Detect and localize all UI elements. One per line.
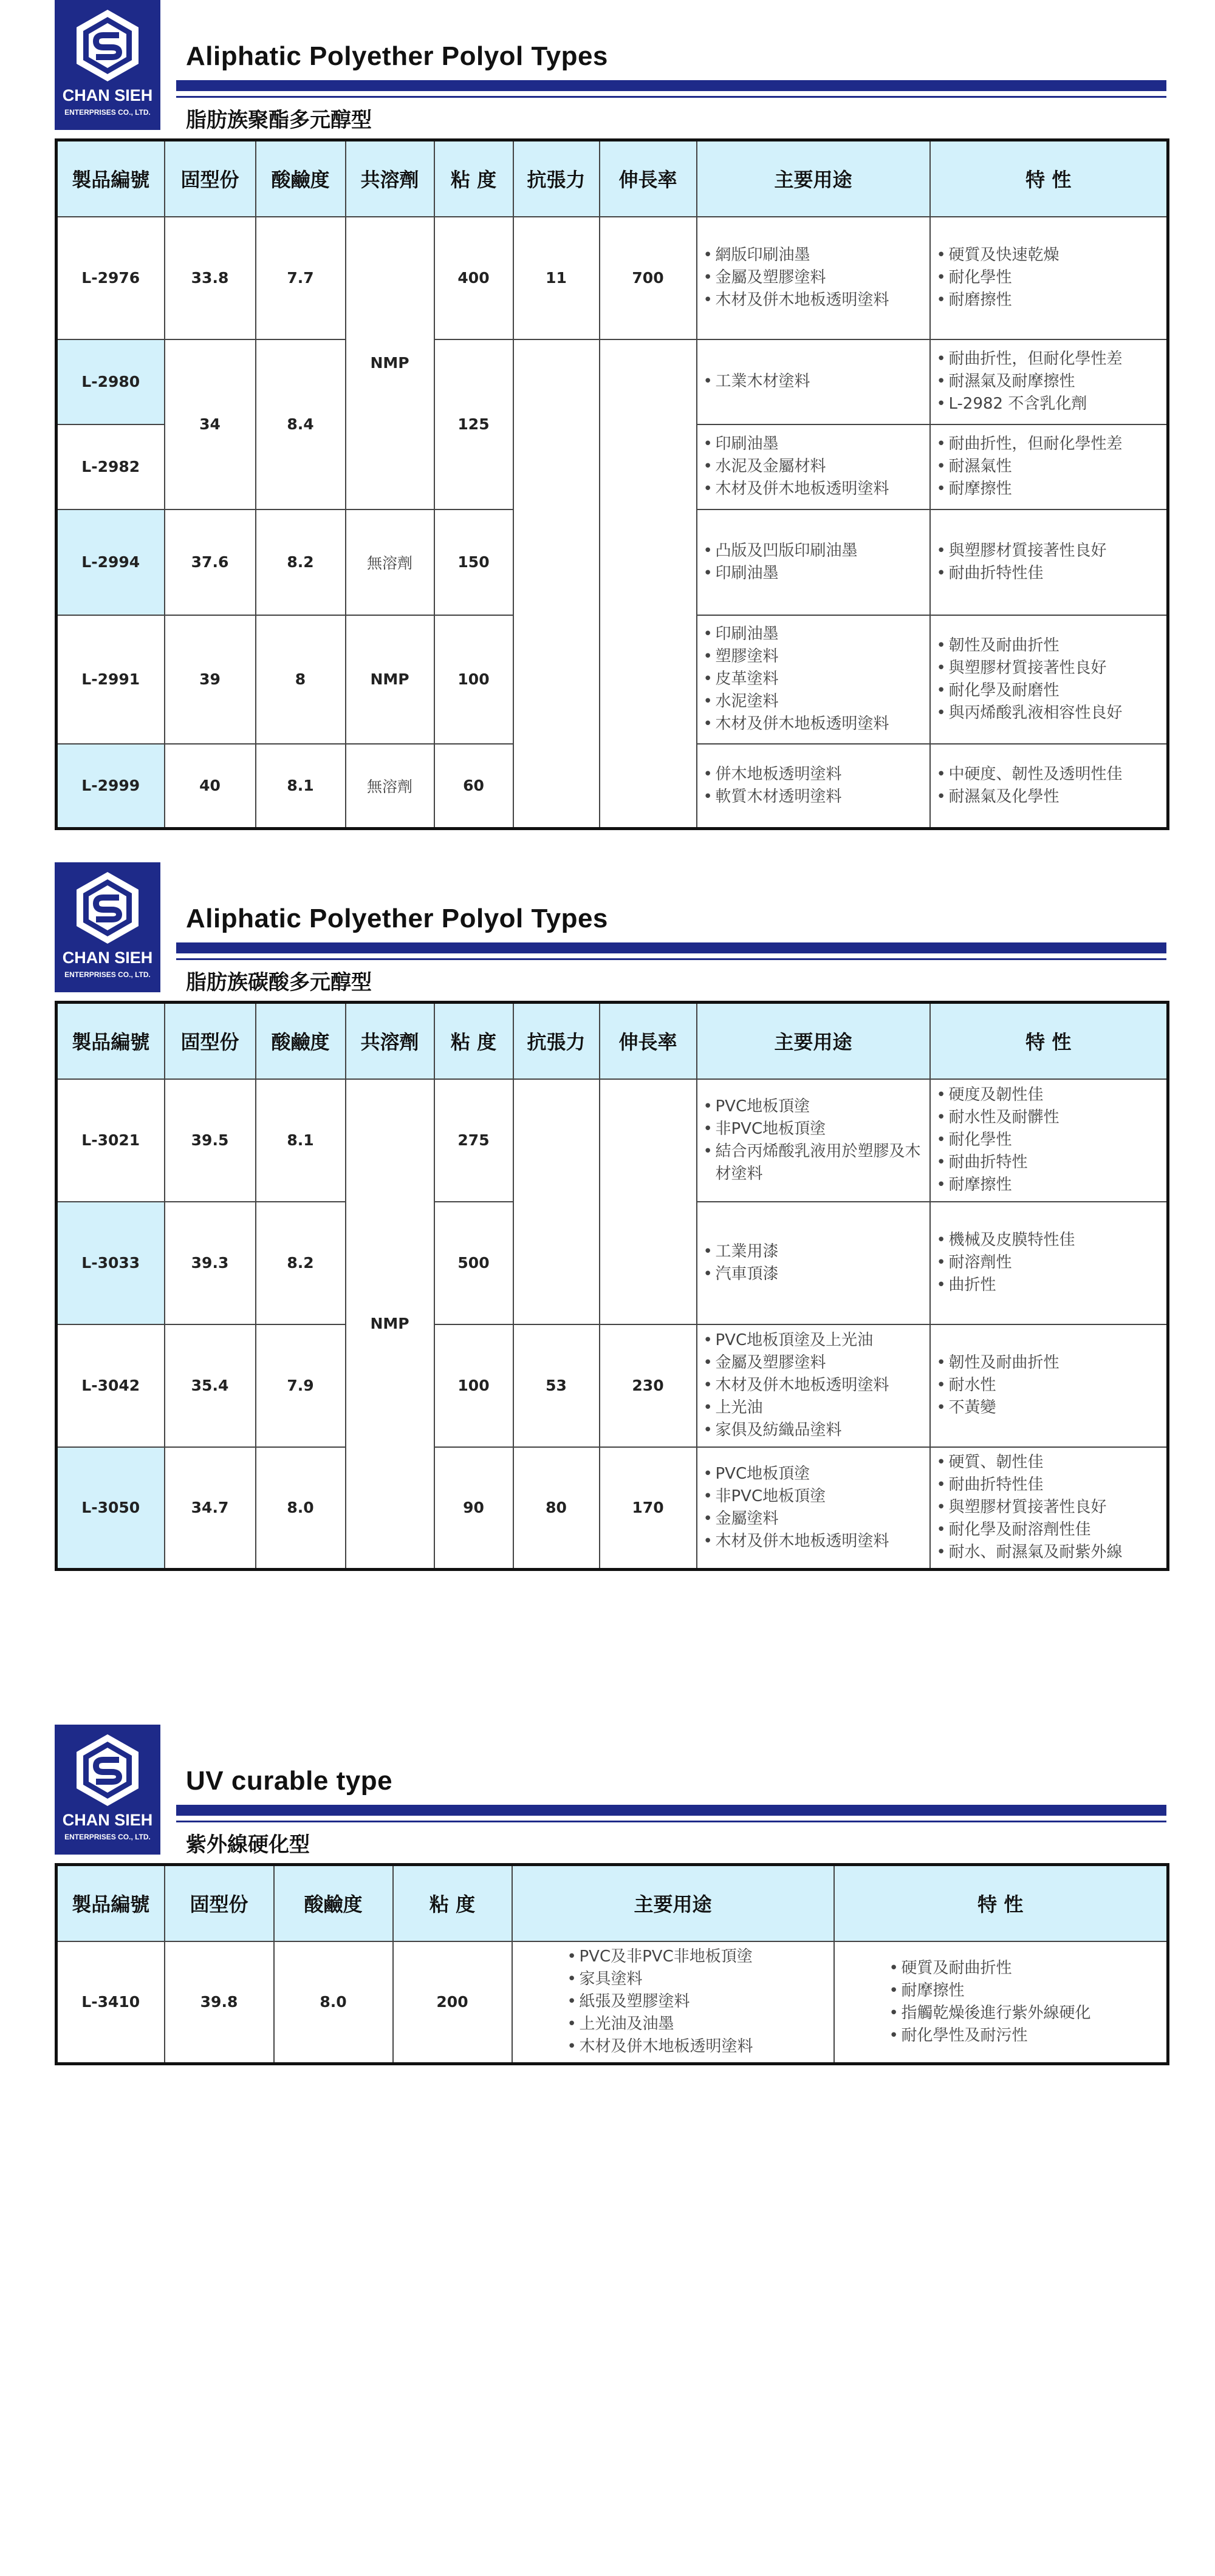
header-cell: 固型份	[165, 1003, 256, 1079]
chan-sieh-emblem-icon	[69, 1732, 146, 1808]
use-item: • 木材及併木地板透明塗料	[716, 713, 929, 735]
feature-item: • 耐化學性	[949, 1129, 1167, 1151]
features	[930, 615, 1168, 744]
product-code: L-3021	[56, 1079, 165, 1202]
feature-item: • 硬質及耐曲折性	[902, 1957, 1167, 1980]
use-item: • 結合丙烯酸乳液用於塑膠及木材塗料	[716, 1140, 929, 1185]
table-header-row	[56, 1003, 1168, 1079]
ph-value: 8.0	[274, 1941, 393, 2064]
feature-item: • 耐曲折特性佳	[949, 1474, 1167, 1496]
header-cell: 特 性	[834, 1865, 1168, 1941]
title-rule-thick	[176, 1805, 1166, 1816]
elongation-empty	[600, 1079, 697, 1324]
feature-item: • 耐水、耐濕氣及耐紫外線	[949, 1541, 1167, 1564]
table-row	[56, 217, 1168, 339]
use-item: • 紙張及塑膠塗料	[580, 1991, 833, 2013]
section-title-en: UV curable type	[186, 1766, 393, 1796]
solvent: 無溶劑	[346, 509, 434, 615]
feature-item: • 與塑膠材質接著性良好	[949, 1496, 1167, 1519]
features	[930, 744, 1168, 829]
solid-content: 35.4	[165, 1324, 256, 1447]
header-cell: 伸長率	[600, 1003, 697, 1079]
use-item: • 木材及併木地板透明塗料	[716, 478, 929, 500]
elongation: 700	[600, 217, 697, 339]
product-table	[55, 138, 1169, 830]
section-uv-curable	[55, 1725, 1166, 2065]
feature-item: • 耐曲折特性	[949, 1151, 1167, 1174]
feature-item: • L-2982 不含乳化劑	[949, 393, 1167, 415]
feature-item: • 耐溶劑性	[949, 1252, 1167, 1274]
features	[930, 509, 1168, 615]
solid-content: 39	[165, 615, 256, 744]
company-logo	[55, 862, 160, 992]
feature-item: • 耐磨擦性	[949, 289, 1167, 312]
solid-content: 40	[165, 744, 256, 829]
viscosity: 400	[434, 217, 513, 339]
main-uses	[697, 339, 930, 424]
use-item: • 金屬及塑膠塗料	[716, 267, 929, 289]
features	[834, 1941, 1168, 2064]
main-uses	[697, 217, 930, 339]
ph-value: 8	[256, 615, 346, 744]
main-uses	[697, 1202, 930, 1324]
ph-value: 8.1	[256, 1079, 346, 1202]
title-rule-thin	[176, 1821, 1166, 1822]
title-rule-thick	[176, 80, 1166, 91]
features	[930, 1324, 1168, 1447]
feature-item: • 與塑膠材質接著性良好	[949, 540, 1167, 562]
product-code: L-3042	[56, 1324, 165, 1447]
table-row	[56, 1447, 1168, 1570]
section-polyester	[55, 0, 1166, 838]
feature-item: • 曲折性	[949, 1274, 1167, 1297]
main-uses	[697, 424, 930, 509]
feature-item: • 機械及皮膜特性佳	[949, 1229, 1167, 1252]
solid-content: 34.7	[165, 1447, 256, 1570]
product-code: L-2994	[56, 509, 165, 615]
feature-item: • 耐化學性及耐污性	[902, 2025, 1167, 2047]
feature-item: • 耐化學及耐溶劑性佳	[949, 1519, 1167, 1541]
header-cell: 製品編號	[56, 140, 165, 217]
viscosity: 275	[434, 1079, 513, 1202]
use-item: • 非PVC地板頂塗	[716, 1118, 929, 1140]
main-uses	[697, 1324, 930, 1447]
header-cell: 特 性	[930, 140, 1168, 217]
feature-item: • 硬質及快速乾燥	[949, 244, 1167, 267]
main-uses	[697, 744, 930, 829]
feature-item: • 指觸乾燥後進行紫外線硬化	[902, 2002, 1167, 2025]
brand-name: CHAN SIEH	[62, 86, 153, 104]
header-cell: 製品編號	[56, 1865, 165, 1941]
feature-item: • 耐水性	[949, 1374, 1167, 1397]
main-uses	[512, 1941, 834, 2064]
feature-item: • 耐化學及耐磨性	[949, 680, 1167, 702]
table-row	[56, 1941, 1168, 2064]
product-table	[55, 1001, 1169, 1571]
section-title-zh: 脂肪族聚酯多元醇型	[186, 108, 372, 132]
use-item: • 皮革塗料	[716, 668, 929, 690]
viscosity: 200	[393, 1941, 512, 2064]
ph-value: 8.2	[256, 509, 346, 615]
use-item: • 金屬塗料	[716, 1508, 929, 1530]
brand-name: CHAN SIEH	[62, 1811, 153, 1829]
ph-value: 8.1	[256, 744, 346, 829]
viscosity: 100	[434, 615, 513, 744]
elongation: 230	[600, 1324, 697, 1447]
title-rule-thin	[176, 96, 1166, 98]
features	[930, 424, 1168, 509]
use-item: • 水泥及金屬材料	[716, 455, 929, 478]
solid-content: 33.8	[165, 217, 256, 339]
use-item: • 印刷油墨	[716, 433, 929, 455]
use-item: • 水泥塗料	[716, 690, 929, 713]
header-cell: 固型份	[165, 140, 256, 217]
tensile: 80	[513, 1447, 600, 1570]
tensile: 11	[513, 217, 600, 339]
use-item: • 木材及併木地板透明塗料	[716, 1530, 929, 1553]
feature-item: • 韌性及耐曲折性	[949, 635, 1167, 657]
main-uses	[697, 509, 930, 615]
use-item: • PVC地板頂塗	[716, 1463, 929, 1485]
use-item: • 工業木材塗料	[716, 370, 929, 393]
header-cell: 製品編號	[56, 1003, 165, 1079]
main-uses	[697, 1079, 930, 1202]
feature-item: • 耐曲折特性佳	[949, 562, 1167, 585]
solid-content: 39.3	[165, 1202, 256, 1324]
feature-item: • 耐濕氣性	[949, 455, 1167, 478]
header-cell: 粘 度	[434, 140, 513, 217]
use-item: • 塑膠塗料	[716, 646, 929, 668]
use-item: • 家具塗料	[580, 1968, 833, 1991]
header-cell: 酸鹼度	[274, 1865, 393, 1941]
solid-content: 39.5	[165, 1079, 256, 1202]
feature-item: • 不黃變	[949, 1397, 1167, 1419]
table-row	[56, 339, 1168, 424]
viscosity: 60	[434, 744, 513, 829]
title-rule-thick	[176, 942, 1166, 953]
use-item: • 上光油	[716, 1397, 929, 1419]
feature-item: • 耐曲折性，但耐化學性差	[949, 348, 1167, 370]
brand-subtitle: ENTERPRISES CO., LTD.	[64, 970, 151, 979]
header-cell: 主要用途	[697, 1003, 930, 1079]
table-row	[56, 1324, 1168, 1447]
main-uses	[697, 615, 930, 744]
header-cell: 酸鹼度	[256, 140, 346, 217]
feature-item: • 耐濕氣及耐摩擦性	[949, 370, 1167, 393]
feature-item: • 中硬度、韌性及透明性佳	[949, 763, 1167, 786]
use-item: • 網版印刷油墨	[716, 244, 929, 267]
feature-item: • 硬度及韌性佳	[949, 1084, 1167, 1106]
use-item: • 上光油及油墨	[580, 2013, 833, 2036]
features	[930, 1447, 1168, 1570]
product-code: L-2976	[56, 217, 165, 339]
features	[930, 1079, 1168, 1202]
viscosity: 500	[434, 1202, 513, 1324]
product-code: L-2999	[56, 744, 165, 829]
use-item: • PVC地板頂塗	[716, 1095, 929, 1118]
use-item: • PVC及非PVC非地板頂塗	[580, 1946, 833, 1968]
header-cell: 抗張力	[513, 1003, 600, 1079]
viscosity: 90	[434, 1447, 513, 1570]
ph-value: 8.0	[256, 1447, 346, 1570]
header-cell: 主要用途	[697, 140, 930, 217]
use-item: • 印刷油墨	[716, 562, 929, 585]
section-title-en: Aliphatic Polyether Polyol Types	[186, 41, 608, 71]
viscosity: 100	[434, 1324, 513, 1447]
feature-item: • 耐濕氣及化學性	[949, 786, 1167, 808]
header-cell: 固型份	[165, 1865, 274, 1941]
ph-value: 7.9	[256, 1324, 346, 1447]
header-cell: 主要用途	[512, 1865, 834, 1941]
product-code: L-3050	[56, 1447, 165, 1570]
product-code: L-2980	[56, 339, 165, 424]
feature-item: • 硬質、韌性佳	[949, 1451, 1167, 1474]
solvent: NMP	[346, 1079, 434, 1570]
features	[930, 339, 1168, 424]
elongation-empty	[600, 339, 697, 829]
elongation: 170	[600, 1447, 697, 1570]
feature-item: • 與塑膠材質接著性良好	[949, 657, 1167, 680]
title-rule-thin	[176, 958, 1166, 960]
solvent: NMP	[346, 615, 434, 744]
chan-sieh-emblem-icon	[69, 870, 146, 946]
solvent: 無溶劑	[346, 744, 434, 829]
header-cell: 粘 度	[434, 1003, 513, 1079]
brand-name: CHAN SIEH	[62, 949, 153, 967]
product-code: L-3033	[56, 1202, 165, 1324]
brand-subtitle: ENTERPRISES CO., LTD.	[64, 108, 151, 117]
ph-value: 8.2	[256, 1202, 346, 1324]
use-item: • 木材及併木地板透明塗料	[716, 1374, 929, 1397]
feature-item: • 韌性及耐曲折性	[949, 1352, 1167, 1374]
use-item: • 家俱及紡織品塗料	[716, 1419, 929, 1442]
company-logo	[55, 1725, 160, 1855]
use-item: • 木材及併木地板透明塗料	[716, 289, 929, 312]
viscosity: 125	[434, 339, 513, 509]
feature-item: • 耐曲折性，但耐化學性差	[949, 433, 1167, 455]
section-title-zh: 紫外線硬化型	[186, 1833, 310, 1857]
use-item: • 木材及併木地板透明塗料	[580, 2036, 833, 2058]
table-header-row	[56, 1865, 1168, 1941]
use-item: • 工業用漆	[716, 1241, 929, 1263]
use-item: • 汽車頂漆	[716, 1263, 929, 1286]
tensile: 53	[513, 1324, 600, 1447]
solid-content: 34	[165, 339, 256, 509]
header-cell: 粘 度	[393, 1865, 512, 1941]
use-item: • 凸版及凹版印刷油墨	[716, 540, 929, 562]
header-cell: 伸長率	[600, 140, 697, 217]
use-item: • 非PVC地板頂塗	[716, 1485, 929, 1508]
use-item: • 金屬及塑膠塗料	[716, 1352, 929, 1374]
product-code: L-2991	[56, 615, 165, 744]
ph-value: 7.7	[256, 217, 346, 339]
feature-item: • 耐摩擦性	[902, 1980, 1167, 2002]
product-table	[55, 1863, 1169, 2065]
feature-item: • 耐摩擦性	[949, 1174, 1167, 1196]
header-cell: 共溶劑	[346, 140, 434, 217]
tensile-empty	[513, 339, 600, 829]
table-row	[56, 1079, 1168, 1202]
product-code: L-3410	[56, 1941, 165, 2064]
solvent: NMP	[346, 217, 434, 509]
solid-content: 37.6	[165, 509, 256, 615]
main-uses	[697, 1447, 930, 1570]
header-cell: 特 性	[930, 1003, 1168, 1079]
use-item: • PVC地板頂塗及上光油	[716, 1329, 929, 1352]
viscosity: 150	[434, 509, 513, 615]
solid-content: 39.8	[165, 1941, 274, 2064]
section-title-en: Aliphatic Polyether Polyol Types	[186, 904, 608, 933]
feature-item: • 與丙烯酸乳液相容性良好	[949, 702, 1167, 724]
header-cell: 酸鹼度	[256, 1003, 346, 1079]
ph-value: 8.4	[256, 339, 346, 509]
use-item: • 印刷油墨	[716, 623, 929, 646]
header-cell: 共溶劑	[346, 1003, 434, 1079]
company-logo	[55, 0, 160, 130]
table-header-row	[56, 140, 1168, 217]
product-code: L-2982	[56, 424, 165, 509]
features	[930, 217, 1168, 339]
use-item: • 併木地板透明塗料	[716, 763, 929, 786]
header-cell: 抗張力	[513, 140, 600, 217]
tensile-empty	[513, 1079, 600, 1324]
use-item: • 軟質木材透明塗料	[716, 786, 929, 808]
chan-sieh-emblem-icon	[69, 7, 146, 84]
section-polycarbonate	[55, 862, 1166, 1579]
feature-item: • 耐水性及耐髒性	[949, 1106, 1167, 1129]
feature-item: • 耐化學性	[949, 267, 1167, 289]
features	[930, 1202, 1168, 1324]
feature-item: • 耐摩擦性	[949, 478, 1167, 500]
brand-subtitle: ENTERPRISES CO., LTD.	[64, 1833, 151, 1841]
section-title-zh: 脂肪族碳酸多元醇型	[186, 970, 372, 995]
